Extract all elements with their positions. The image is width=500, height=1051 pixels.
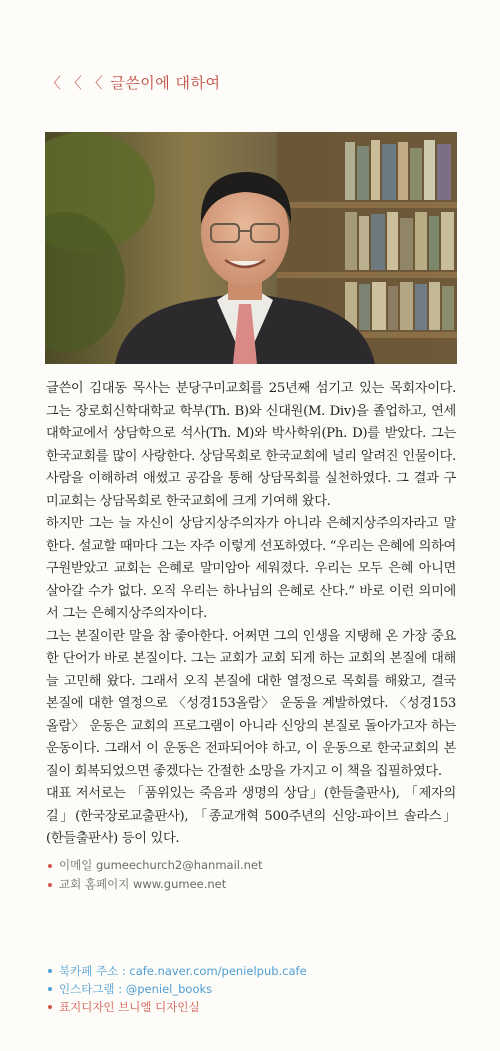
bio-paragraph: 글쓴이 김대동 목사는 분당구미교회를 25년째 섬기고 있는 목회자이다. 그는 장로회신학대학교 학부(Th. B)와 신대원(M. Div)을 졸업하고, 연세대학교에서 상담학으로 석사(Th. M)와 박사학위(Ph. D)를 받았다. 그는 한국교회를 많이 사랑한다. 상담목회로 한국교회에 널리 알려진 인물이다. 사람을 이해하려 애썼고 공감을 통해 상담목회를 실천하였다. 그 결과 구미교회는 상담목회로 한국교회에 크게 기여해 왔다. xyxy=(46,381,456,509)
instagram-text: 인스타그램 : @peniel_books xyxy=(59,982,213,996)
bio-paragraph: 그는 본질이란 말을 참 좋아한다. 어쩌면 그의 인생을 지탱해 온 가장 중요한 단어가 바로 본질이다. 그는 교회가 교회 되게 하는 교회의 본질에 대해 늘 고민해 왔다. 그래서 오직 본질에 대한 열정으로 목회를 해왔고, 결국 본질에 대한 열정으로 〈성경153올람〉 운동을 계발하였다. 〈성경153올람〉 운동은 교회의 프로그램이 아니라 신앙의 본질로 돌아가고자 하는 운동이다. 그래서 이 운동은 전파되어야 하고, 이 운동으로 한국교회의 본질이 회복되었으면 좋겠다는 간절한 소망을 가지고 이 책을 집필하였다. xyxy=(46,628,456,779)
bullet-icon xyxy=(48,1005,52,1009)
bio-paragraph: 하지만 그는 늘 자신이 상담지상주의자가 아니라 은혜지상주의자라고 말한다. 설교할 때마다 그는 자주 이렇게 선포하였다. “우리는 은혜에 의하여 구원받았고 교회는 은혜로 말미암아 세워졌다. 우리는 모두 은혜 아니면 살아갈 수가 없다. 오직 우리는 하나님의 은혜로 산다.” 바로 이런 의미에서 그는 은혜지상주의자이다. xyxy=(46,516,456,621)
bullet-icon xyxy=(48,987,52,991)
section-heading xyxy=(46,72,221,93)
author-bio xyxy=(46,378,456,851)
section-title: 글쓴이에 대하여 xyxy=(110,74,221,92)
bullet-icon xyxy=(48,883,52,887)
homepage-text: 교회 홈페이지 www.gumee.net xyxy=(59,877,227,891)
footer-cafe xyxy=(48,962,307,980)
chevron-left-icon: 〈 〈 〈 xyxy=(46,74,104,92)
contact-email xyxy=(48,856,263,875)
cafe-text: 북카페 주소 : cafe.naver.com/penielpub.cafe xyxy=(59,964,307,978)
bullet-icon xyxy=(48,864,52,868)
contact-homepage xyxy=(48,875,263,894)
publisher-info xyxy=(48,962,307,1016)
footer-instagram xyxy=(48,980,307,998)
footer-designer xyxy=(48,998,307,1016)
author-photo xyxy=(45,132,457,364)
email-text: 이메일 gumeechurch2@hanmail.net xyxy=(59,858,263,872)
designer-text: 표지디자인 브니엘 디자인실 xyxy=(59,1000,200,1014)
bullet-icon xyxy=(48,969,52,973)
bio-paragraph: 대표 저서로는 「품위있는 죽음과 생명의 상담」(한들출판사), 「제자의 길」(한국장로교출판사), 「종교개혁 500주년의 신앙-파이브 솔라스」(한들출판사) 등이 있다. xyxy=(46,786,456,846)
contact-list xyxy=(48,856,263,894)
